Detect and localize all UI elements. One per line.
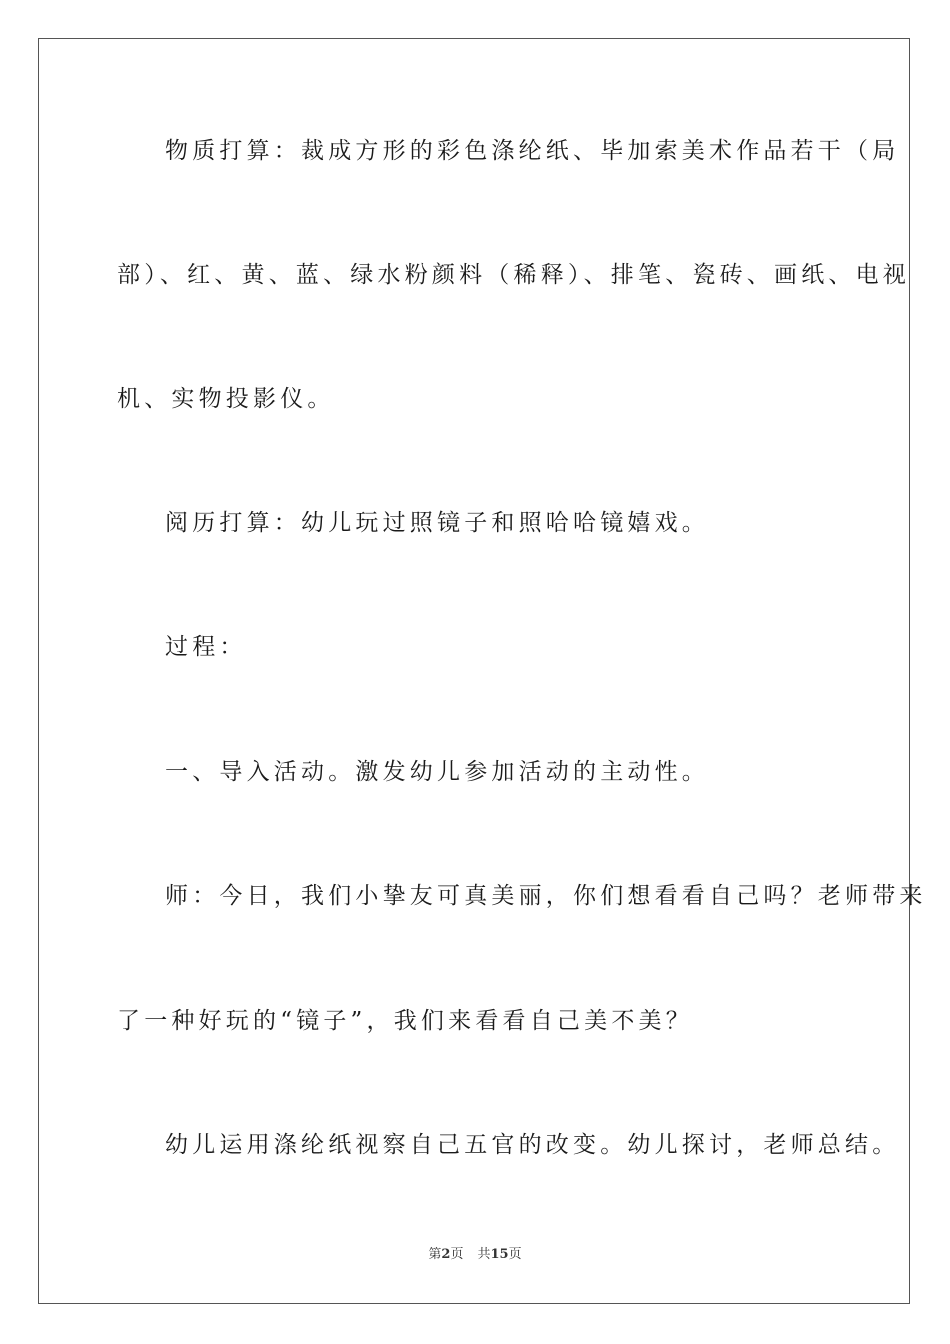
page-border: [38, 38, 927, 1304]
footer-page-suffix: 页: [450, 1247, 464, 1262]
paragraph-line-2: 部）、红、黄、蓝、绿水粉颜料（稀释）、排笔、瓷砖、画纸、电视: [117, 262, 910, 288]
paragraph-line-1: 物质打算：裁成方形的彩色涤纶纸、毕加索美术作品若干（局: [165, 138, 900, 164]
footer-page-total: 15: [490, 1247, 509, 1262]
paragraph-line-8: 了一种好玩的“镜子”，我们来看看自己美不美？: [117, 1008, 693, 1034]
footer-page-current: 2: [441, 1247, 451, 1262]
paragraph-line-5: 过程：: [165, 634, 247, 660]
paragraph-line-3: 机、实物投影仪。: [117, 386, 335, 412]
page-footer: [0, 1246, 950, 1264]
footer-page-prefix: 第: [428, 1247, 442, 1262]
footer-total-suffix: 页: [508, 1247, 522, 1262]
paragraph-line-9: 幼儿运用涤纶纸视察自己五官的改变。幼儿探讨，老师总结。: [165, 1132, 900, 1158]
paragraph-line-6: 一、导入活动。激发幼儿参加活动的主动性。: [165, 759, 709, 785]
paragraph-line-7: 师：今日，我们小挚友可真美丽，你们想看看自己吗？老师带来: [165, 883, 927, 909]
footer-total-prefix: 共: [477, 1247, 491, 1262]
paragraph-line-4: 阅历打算：幼儿玩过照镜子和照哈哈镜嬉戏。: [165, 510, 709, 536]
